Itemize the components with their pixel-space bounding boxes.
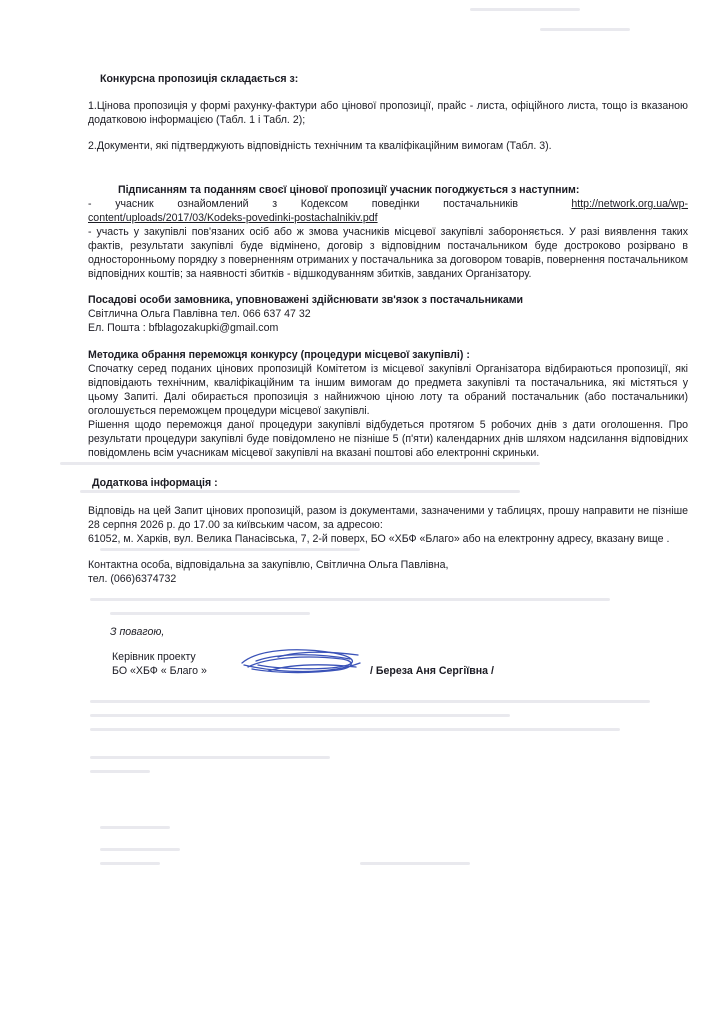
contacts-title: Посадові особи замовника, уповноважені здійснювати зв'язок з постачальниками xyxy=(88,294,524,306)
contacts-email: Ел. Пошта : bfblagozakupki@gmail.com xyxy=(88,322,279,334)
signer-position-line-2: БО «ХБФ « Благо » xyxy=(112,665,207,677)
code-of-conduct-link-start[interactable]: http://network.org.ua/wp- xyxy=(571,198,688,210)
closing-regards: З повагою, xyxy=(110,626,165,638)
signer-name: / Береза Аня Сергіївна / xyxy=(370,665,494,677)
signer-position-line-1: Керівник проекту xyxy=(112,651,196,663)
code-of-conduct-text: - учасник ознайомлений з Кодексом поведінки постачальників xyxy=(88,198,518,210)
contacts-person: Світлична Ольга Павлівна тел. 066 637 47 32 xyxy=(88,308,311,320)
additional-paragraph: Відповідь на цей Запит цінових пропозицій, разом із документами, зазначеними у таблицях, прошу направити не пізніше 28 серпня 2026 р. до 17.00 за київським часом, за адресою: xyxy=(88,505,688,531)
methodology-paragraph-1: Спочатку серед поданих цінових пропозицій Комітетом із місцевої закупівлі Організатора відбираються пропозиції, які відповідають технічним, кваліфікаційним та іншим вимогам до предмета закупівлі та постачальника, які містяться у цьому Запиті. Далі обирається пропозиція з найнижчою ціною лоту та обраний постачальник (або постачальники) оголошується переможцем процедури місцевої закупівлі. xyxy=(88,363,688,417)
agreement-line-2 xyxy=(88,211,688,225)
agreement-line-1 xyxy=(88,197,688,211)
handwritten-signature xyxy=(238,643,364,681)
additional-contact-person: Контактна особа, відповідальна за закупівлю, Світлична Ольга Павлівна, xyxy=(88,559,449,571)
code-of-conduct-link-rest[interactable]: content/uploads/2017/03/Kodeks-povedinki-postachalnikiv.pdf xyxy=(88,212,378,224)
methodology-paragraph-2: Рішення щодо переможця даної процедури закупівлі відбудеться протягом 5 робочих днів з дати оголошення. Про результати процедури закупівлі буде повідомлено не пізніше 5 (п'яти) календарних днів шляхом надсилання відповідних повідомлень всім учасникам місцевої закупівлі на вказані поштові або електронні скриньки. xyxy=(88,419,688,459)
agreement-title: Підписанням та поданням своєї цінової пропозиції учасник погоджується з наступним: xyxy=(118,184,580,196)
agreement-collusion-paragraph: - участь у закупівлі пов'язаних осіб або ж змова учасників місцевої закупівлі забороняється. У разі виявлення таких фактів, результати закупівлі буде відмінено, договір з відповідним постачальником буде достроково розірвано в односторонньому порядку з поверненням отриманих у постачальника за договором товарів, повернення постачальником відповідних коштів; за наявності збитків - відшкодуванням збитків, завданих Організатору. xyxy=(88,226,688,280)
additional-title: Додаткова інформація : xyxy=(92,477,218,489)
composition-item-2: 2.Документи, які підтверджують відповідність технічним та кваліфікаційним вимогам (Табл. 3). xyxy=(88,140,552,152)
composition-item-1: 1.Цінова пропозиція у формі рахунку-фактури або цінової пропозиції, прайс - листа, офіційного листа, тощо із вказаною додатковою інформацією (Табл. 1 і Табл. 2); xyxy=(88,100,688,126)
additional-address: 61052, м. Харків, вул. Велика Панасівська, 7, 2-й поверх, БО «ХБФ «Благо» або на електронну адресу, вказану вище . xyxy=(88,533,670,545)
additional-contact-phone: тел. (066)6374732 xyxy=(88,573,177,585)
composition-title: Конкурсна пропозиція складається з: xyxy=(100,73,299,85)
methodology-title: Методика обрання переможця конкурсу (процедури місцевої закупівлі) : xyxy=(88,349,470,361)
